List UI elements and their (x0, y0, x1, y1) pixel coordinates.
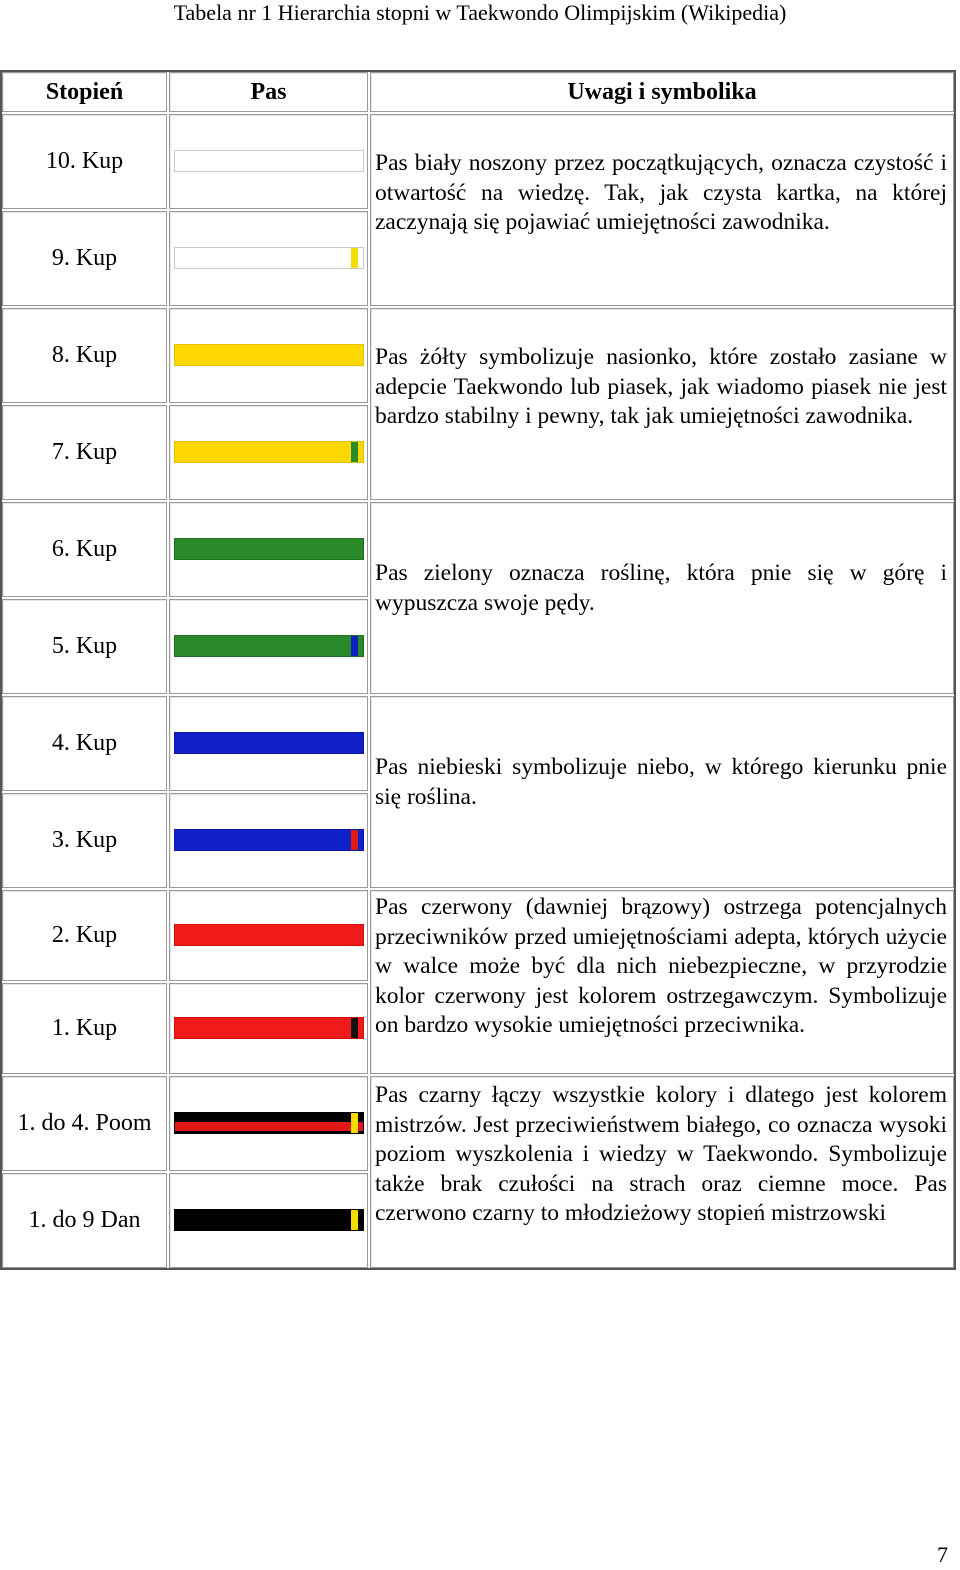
page-number: 7 (937, 1542, 948, 1567)
belt-cell (169, 211, 368, 306)
belt-swatch (174, 635, 364, 657)
belt-cell (169, 696, 368, 791)
belt-swatch (174, 150, 364, 172)
degree-cell: 5. Kup (2, 599, 167, 694)
belt-swatch (174, 538, 364, 560)
degree-cell: 7. Kup (2, 405, 167, 500)
notes-cell (370, 502, 954, 694)
belt-swatch (174, 344, 364, 366)
belt-swatch (174, 441, 364, 463)
degree-cell: 1. Kup (2, 983, 167, 1074)
degree-cell: 10. Kup (2, 114, 167, 209)
notes-cell (370, 696, 954, 888)
notes-text: Pas czerwony (dawniej brązowy) ostrzega potencjalnych przeciwników przed umiejętnościami adepta, których użycie w walce może być dla nich niebezpieczne, w przyrodzie kolor czerwony jest kolorem ostrzegawczym. Symbolizuje on bardzo wysokie umiejętności przeciwnika. (375, 894, 947, 1039)
belt-cell (169, 983, 368, 1074)
belt-cell (169, 405, 368, 500)
belt-rank-stripe (351, 1018, 358, 1038)
belt-cell (169, 1076, 368, 1171)
degree-cell: 8. Kup (2, 308, 167, 403)
belt-top-band (175, 1113, 363, 1122)
degree-cell: 2. Kup (2, 890, 167, 981)
belt-rank-stripe (351, 830, 358, 850)
notes-text: Pas żółty symbolizuje nasionko, które zostało zasiane w adepcie Taekwondo lub piasek, jak wiadomo piasek nie jest bardzo stabilny i pewny, tak jak umiejętności zawodnika. (375, 344, 947, 430)
header-belt: Pas (169, 72, 368, 112)
header-degree: Stopień (2, 72, 167, 112)
belt-rank-stripe (351, 1113, 358, 1133)
belt-rank-stripe (351, 442, 358, 462)
notes-text: Pas biały noszony przez początkujących, oznacza czystość i otwartość na wiedzę. Tak, jak czysta kartka, na której zaczynają się pojawiać umiejętności zawodnika. (375, 150, 947, 236)
degree-cell: 9. Kup (2, 211, 167, 306)
belt-cell (169, 599, 368, 694)
belt-rank-stripe (351, 1210, 358, 1230)
notes-text: Pas niebieski symbolizuje niebo, w którego kierunku pnie się roślina. (375, 754, 947, 810)
notes-cell (370, 1076, 954, 1268)
belt-hierarchy-table (0, 70, 956, 1270)
belt-rank-stripe (351, 248, 358, 268)
degree-cell: 1. do 9 Dan (2, 1173, 167, 1268)
belt-cell (169, 502, 368, 597)
degree-cell: 6. Kup (2, 502, 167, 597)
notes-cell (370, 114, 954, 306)
belt-cell (169, 114, 368, 209)
notes-text: Pas czarny łączy wszystkie kolory i dlatego jest kolorem mistrzów. Jest przeciwieństwem białego, co oznacza wysoki poziom wyszkolenia i wiedzy w Taekwondo. Symbolizuje także brak czułości na strach oraz ciemne moce. Pas czerwono czarny to młodzieżowy stopień mistrzowski (375, 1082, 947, 1227)
belt-bottom-band (175, 1131, 363, 1133)
belt-cell (169, 1173, 368, 1268)
notes-cell (370, 308, 954, 500)
notes-cell (370, 890, 954, 1074)
belt-swatch (174, 924, 364, 946)
degree-cell: 4. Kup (2, 696, 167, 791)
notes-text: Pas zielony oznacza roślinę, która pnie się w górę i wypuszcza swoje pędy. (375, 560, 947, 616)
belt-cell (169, 793, 368, 888)
belt-rank-stripe (351, 636, 358, 656)
header-notes: Uwagi i symbolika (370, 72, 954, 112)
belt-cell (169, 308, 368, 403)
belt-swatch (174, 1112, 364, 1134)
belt-swatch (174, 732, 364, 754)
belt-swatch (174, 1017, 364, 1039)
belt-swatch (174, 829, 364, 851)
belt-swatch (174, 1209, 364, 1231)
belt-swatch (174, 247, 364, 269)
degree-cell: 3. Kup (2, 793, 167, 888)
table-caption: Tabela nr 1 Hierarchia stopni w Taekwondo Olimpijskim (Wikipedia) (173, 0, 787, 25)
belt-cell (169, 890, 368, 981)
degree-cell: 1. do 4. Poom (2, 1076, 167, 1171)
